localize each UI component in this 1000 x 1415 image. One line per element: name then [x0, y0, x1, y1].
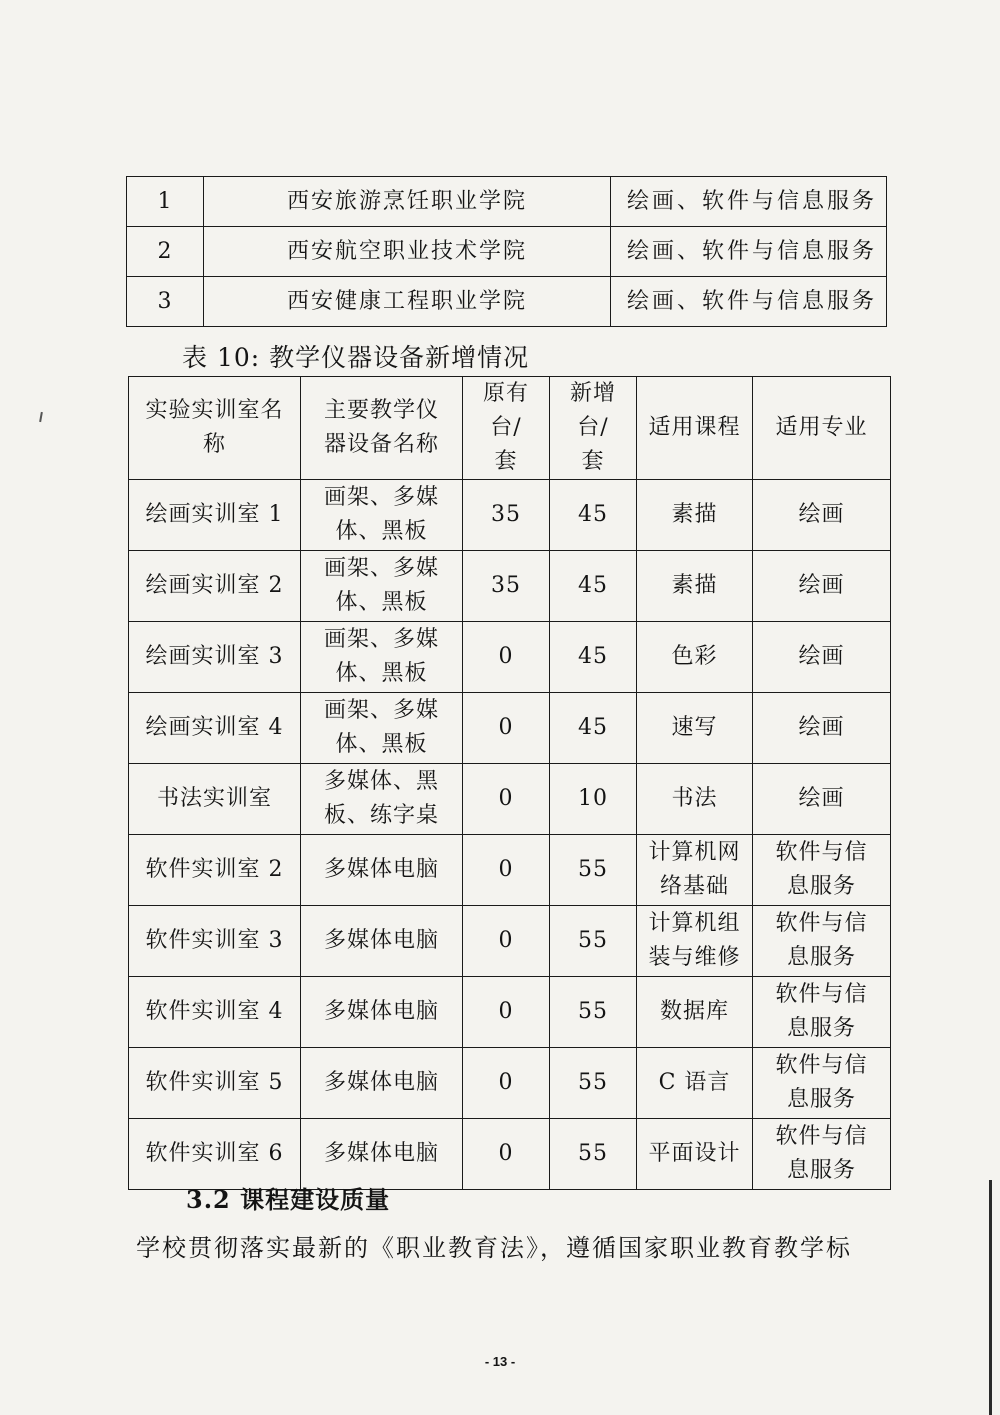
table-cell: 软件实训室 2 — [129, 835, 301, 906]
table-cell: 软件与信息服务 — [753, 1119, 891, 1190]
table-cell: 多媒体电脑 — [301, 835, 463, 906]
table-cell: 色彩 — [637, 622, 753, 693]
table-row — [129, 693, 891, 764]
table-cell: 35 — [463, 551, 550, 622]
table-cell: 多媒体、黑板、练字桌 — [301, 764, 463, 835]
table-cell: 45 — [550, 551, 637, 622]
table-header-row — [129, 377, 891, 480]
table-cell: 0 — [463, 622, 550, 693]
body-paragraph: 学校贯彻落实最新的《职业教育法》，遵循国家职业教育教学标 — [136, 1234, 852, 1262]
row-number: 2 — [127, 227, 204, 277]
school-name: 西安健康工程职业学院 — [204, 277, 611, 327]
table-cell: 绘画 — [753, 693, 891, 764]
section-heading: 3.2 课程建设质量 — [186, 1185, 391, 1214]
table-cell: 软件实训室 3 — [129, 906, 301, 977]
table-caption: 表 10: 教学仪器设备新增情况 — [182, 343, 530, 372]
table-cell: 10 — [550, 764, 637, 835]
major-list: 绘画、软件与信息服务 — [611, 277, 887, 327]
table-cell: 数据库 — [637, 977, 753, 1048]
major-list: 绘画、软件与信息服务 — [611, 177, 887, 227]
table-cell: 45 — [550, 622, 637, 693]
table-cell: 软件与信息服务 — [753, 977, 891, 1048]
table-cell: 0 — [463, 693, 550, 764]
table-cell: 绘画实训室 1 — [129, 480, 301, 551]
table-cell: 多媒体电脑 — [301, 977, 463, 1048]
table-cell: 软件实训室 4 — [129, 977, 301, 1048]
table-row — [129, 480, 891, 551]
table-row — [129, 551, 891, 622]
table-cell: 软件实训室 5 — [129, 1048, 301, 1119]
table-row — [129, 1119, 891, 1190]
table-cell: 0 — [463, 835, 550, 906]
table-cell: 书法实训室 — [129, 764, 301, 835]
table-cell: 绘画 — [753, 764, 891, 835]
table-cell: 0 — [463, 906, 550, 977]
table-cell: 0 — [463, 1119, 550, 1190]
table-cell: 速写 — [637, 693, 753, 764]
table-cell: 多媒体电脑 — [301, 906, 463, 977]
table-cell: 绘画实训室 4 — [129, 693, 301, 764]
table-row — [127, 277, 887, 327]
table-cell: 画架、多媒体、黑板 — [301, 551, 463, 622]
page-number: - 13 - — [484, 1354, 516, 1369]
table-cell: 软件与信息服务 — [753, 906, 891, 977]
table-cell: 绘画实训室 2 — [129, 551, 301, 622]
header-cell: 主要教学仪器设备名称 — [301, 377, 463, 480]
header-cell: 适用专业 — [753, 377, 891, 480]
table-row — [127, 177, 887, 227]
row-number: 3 — [127, 277, 204, 327]
table-row — [129, 906, 891, 977]
table-cell: 多媒体电脑 — [301, 1048, 463, 1119]
table-cell: 画架、多媒体、黑板 — [301, 480, 463, 551]
table-cell: 45 — [550, 693, 637, 764]
table-cell: 素描 — [637, 480, 753, 551]
table-cell: 画架、多媒体、黑板 — [301, 622, 463, 693]
table-cell: 平面设计 — [637, 1119, 753, 1190]
scan-speck — [39, 412, 43, 422]
header-cell: 原有台/套 — [463, 377, 550, 480]
table-row — [129, 622, 891, 693]
table-cell: 55 — [550, 1048, 637, 1119]
table-cell: 软件与信息服务 — [753, 1048, 891, 1119]
table-row — [129, 835, 891, 906]
table-cell: 35 — [463, 480, 550, 551]
table-cell: 0 — [463, 1048, 550, 1119]
header-cell: 实验实训室名称 — [129, 377, 301, 480]
table-cell: 0 — [463, 764, 550, 835]
table-row — [129, 764, 891, 835]
major-list: 绘画、软件与信息服务 — [611, 227, 887, 277]
table-row — [127, 227, 887, 277]
table-cell: 计算机组装与维修 — [637, 906, 753, 977]
table-cell: 绘画 — [753, 551, 891, 622]
table-cell: 多媒体电脑 — [301, 1119, 463, 1190]
table-cell: 书法 — [637, 764, 753, 835]
table-cell: 绘画 — [753, 622, 891, 693]
school-name: 西安旅游烹饪职业学院 — [204, 177, 611, 227]
row-number: 1 — [127, 177, 204, 227]
table-cell: 55 — [550, 1119, 637, 1190]
table-cell: 软件实训室 6 — [129, 1119, 301, 1190]
table-cell: 0 — [463, 977, 550, 1048]
table-cell: 软件与信息服务 — [753, 835, 891, 906]
table-cell: 计算机网络基础 — [637, 835, 753, 906]
table-cell: 55 — [550, 906, 637, 977]
table-cell: 55 — [550, 835, 637, 906]
scan-edge-mark — [989, 1180, 992, 1415]
table-cell: 画架、多媒体、黑板 — [301, 693, 463, 764]
table-cell: 素描 — [637, 551, 753, 622]
equipment-table — [128, 376, 891, 1190]
table-row — [129, 1048, 891, 1119]
header-cell: 新增台/套 — [550, 377, 637, 480]
table-row — [129, 977, 891, 1048]
table-cell: 绘画 — [753, 480, 891, 551]
header-cell: 适用课程 — [637, 377, 753, 480]
table-cell: 55 — [550, 977, 637, 1048]
table-cell: 45 — [550, 480, 637, 551]
school-name: 西安航空职业技术学院 — [204, 227, 611, 277]
table-cell: C 语言 — [637, 1048, 753, 1119]
table-cell: 绘画实训室 3 — [129, 622, 301, 693]
school-major-table — [126, 176, 887, 327]
